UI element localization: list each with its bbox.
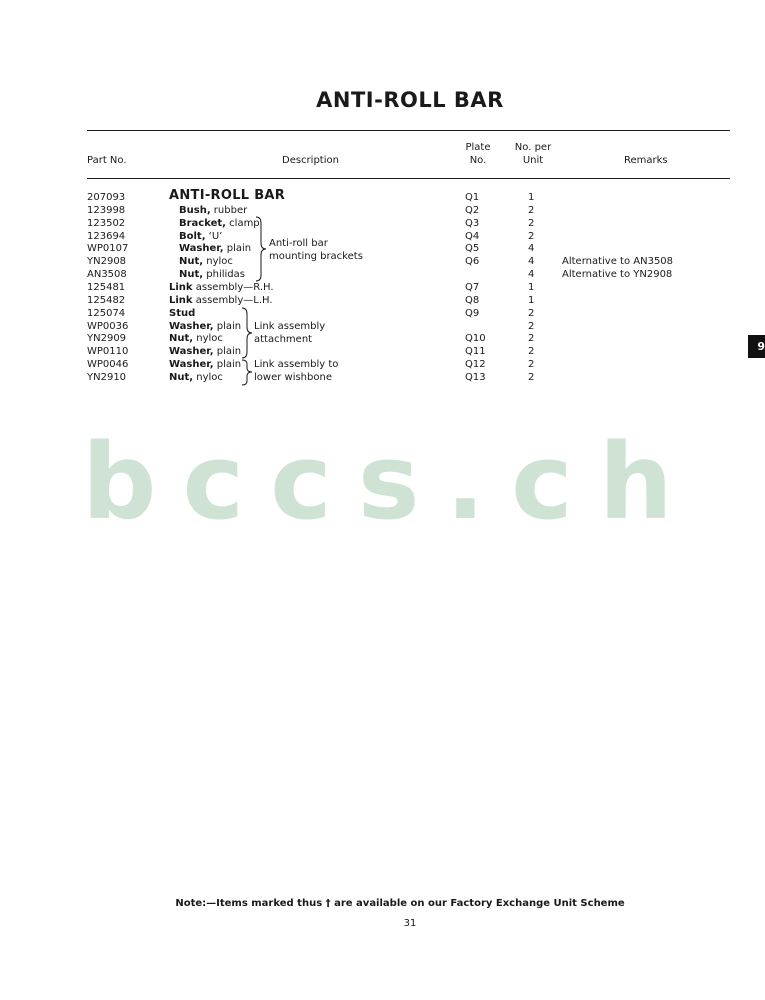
header-remarks: Remarks <box>624 155 668 166</box>
description-detail: plain <box>213 320 242 332</box>
description-keyword: Washer, <box>169 320 214 332</box>
part-number: 125482 <box>87 294 126 306</box>
remarks: Alternative to YN2908 <box>562 269 673 281</box>
description-keyword: Stud <box>169 307 196 319</box>
plate-number: Q6 <box>465 256 480 268</box>
part-number: AN3508 <box>87 269 127 281</box>
header-description: Description <box>282 155 339 166</box>
description-detail: philidas <box>203 269 245 281</box>
description <box>169 281 274 294</box>
part-number: 125074 <box>87 307 126 319</box>
description <box>179 242 251 255</box>
description-detail: assembly—R.H. <box>192 281 274 293</box>
table-row <box>0 371 765 384</box>
description-detail: plain <box>223 243 252 255</box>
description-detail: rubber <box>210 204 248 216</box>
description <box>179 217 260 230</box>
brace-lower-wishbone <box>241 359 253 386</box>
description-keyword: Bracket, <box>179 217 226 229</box>
page-title: ANTI-ROLL BAR <box>316 88 504 112</box>
part-number: WP0110 <box>87 346 129 358</box>
plate-number: Q11 <box>465 346 486 358</box>
part-number: WP0046 <box>87 359 129 371</box>
group-label-wishbone-line2: lower wishbone <box>254 372 332 383</box>
table-row <box>0 188 765 204</box>
remarks: Alternative to AN3508 <box>562 256 674 268</box>
quantity-per-unit: 4 <box>528 256 535 268</box>
table-row <box>0 345 765 358</box>
description <box>179 255 233 268</box>
part-number: 207093 <box>87 192 126 203</box>
header-qty-line1: No. per <box>514 142 552 153</box>
quantity-per-unit: 2 <box>528 346 535 358</box>
quantity-per-unit: 2 <box>528 333 535 345</box>
description-keyword: Washer, <box>179 243 224 255</box>
description-keyword: Link <box>169 294 193 306</box>
group-label-link-line1: Link assembly <box>254 321 326 332</box>
quantity-per-unit: 1 <box>528 281 535 293</box>
plate-number: Q1 <box>465 192 480 203</box>
part-number: 125481 <box>87 281 126 293</box>
section-tab: 9 <box>748 335 765 358</box>
table-row <box>0 358 765 371</box>
description-detail: ‘U’ <box>205 230 223 242</box>
description-keyword: Bush, <box>179 204 211 216</box>
plate-number: Q10 <box>465 333 486 345</box>
plate-number: Q2 <box>465 204 480 216</box>
group-label-wishbone-line1: Link assembly to <box>254 359 339 370</box>
description <box>179 204 247 217</box>
description-keyword: ANTI-ROLL BAR <box>169 188 286 203</box>
description-detail: plain <box>213 346 242 358</box>
brace-link-attachment <box>241 307 253 359</box>
plate-number: Q13 <box>465 371 486 383</box>
description <box>169 345 241 358</box>
description <box>169 371 223 384</box>
header-bottom-rule <box>87 178 730 179</box>
description-detail: nyloc <box>193 371 223 383</box>
plate-number: Q12 <box>465 359 486 371</box>
plate-number: Q9 <box>465 307 480 319</box>
description-detail: clamp <box>225 217 260 229</box>
description <box>169 332 223 345</box>
table-row <box>0 255 765 268</box>
plate-number: Q4 <box>465 230 480 242</box>
description-keyword: Nut, <box>169 333 194 345</box>
description-detail: assembly—L.H. <box>192 294 273 306</box>
part-number: 123694 <box>87 230 126 242</box>
watermark: bccs.ch <box>82 421 699 543</box>
description-detail: nyloc <box>193 333 223 345</box>
table-row <box>0 281 765 294</box>
description <box>179 268 245 281</box>
header-part-no: Part No. <box>87 155 127 166</box>
quantity-per-unit: 2 <box>528 307 535 319</box>
part-number: YN2910 <box>87 371 127 383</box>
header-plate-no-line1: Plate <box>465 142 491 153</box>
description-keyword: Washer, <box>169 346 214 358</box>
description-detail: plain <box>213 359 242 371</box>
quantity-per-unit: 2 <box>528 204 535 216</box>
quantity-per-unit: 2 <box>528 230 535 242</box>
quantity-per-unit: 2 <box>528 217 535 229</box>
table-row <box>0 204 765 217</box>
description <box>169 189 285 202</box>
description <box>169 307 195 320</box>
description <box>169 294 273 307</box>
part-number: WP0107 <box>87 243 129 255</box>
table-row <box>0 230 765 243</box>
part-number: 123998 <box>87 204 126 216</box>
group-label-brackets-line2: mounting brackets <box>269 251 363 262</box>
table-row <box>0 217 765 230</box>
quantity-per-unit: 2 <box>528 320 535 332</box>
description-keyword: Nut, <box>179 269 204 281</box>
description <box>169 320 241 333</box>
table-row <box>0 294 765 307</box>
part-number: YN2909 <box>87 333 127 345</box>
brace-mounting-brackets <box>255 216 267 282</box>
page-number: 31 <box>403 918 417 929</box>
table-row <box>0 332 765 345</box>
footer-note: Note:—Items marked thus † are available on our Factory Exchange Unit Scheme <box>175 898 625 909</box>
description-keyword: Nut, <box>179 256 204 268</box>
description-keyword: Nut, <box>169 371 194 383</box>
header-plate-no-line2: No. <box>469 155 487 166</box>
description <box>179 230 222 243</box>
part-number: WP0036 <box>87 320 129 332</box>
group-label-brackets-line1: Anti-roll bar <box>269 238 328 249</box>
table-row <box>0 242 765 255</box>
header-qty-line2: Unit <box>522 155 544 166</box>
plate-number: Q7 <box>465 281 480 293</box>
description-detail: nyloc <box>203 256 233 268</box>
description-keyword: Washer, <box>169 359 214 371</box>
quantity-per-unit: 4 <box>528 243 535 255</box>
plate-number: Q8 <box>465 294 480 306</box>
quantity-per-unit: 4 <box>528 269 535 281</box>
description <box>169 358 241 371</box>
description-keyword: Bolt, <box>179 230 206 242</box>
quantity-per-unit: 1 <box>528 192 535 203</box>
table-row <box>0 307 765 320</box>
plate-number: Q5 <box>465 243 480 255</box>
plate-number: Q3 <box>465 217 480 229</box>
table-row <box>0 268 765 281</box>
group-label-link-line2: attachment <box>254 334 313 345</box>
header-top-rule <box>87 130 730 131</box>
quantity-per-unit: 2 <box>528 359 535 371</box>
table-row <box>0 320 765 333</box>
quantity-per-unit: 1 <box>528 294 535 306</box>
description-keyword: Link <box>169 281 193 293</box>
part-number: YN2908 <box>87 256 127 268</box>
part-number: 123502 <box>87 217 126 229</box>
quantity-per-unit: 2 <box>528 371 535 383</box>
